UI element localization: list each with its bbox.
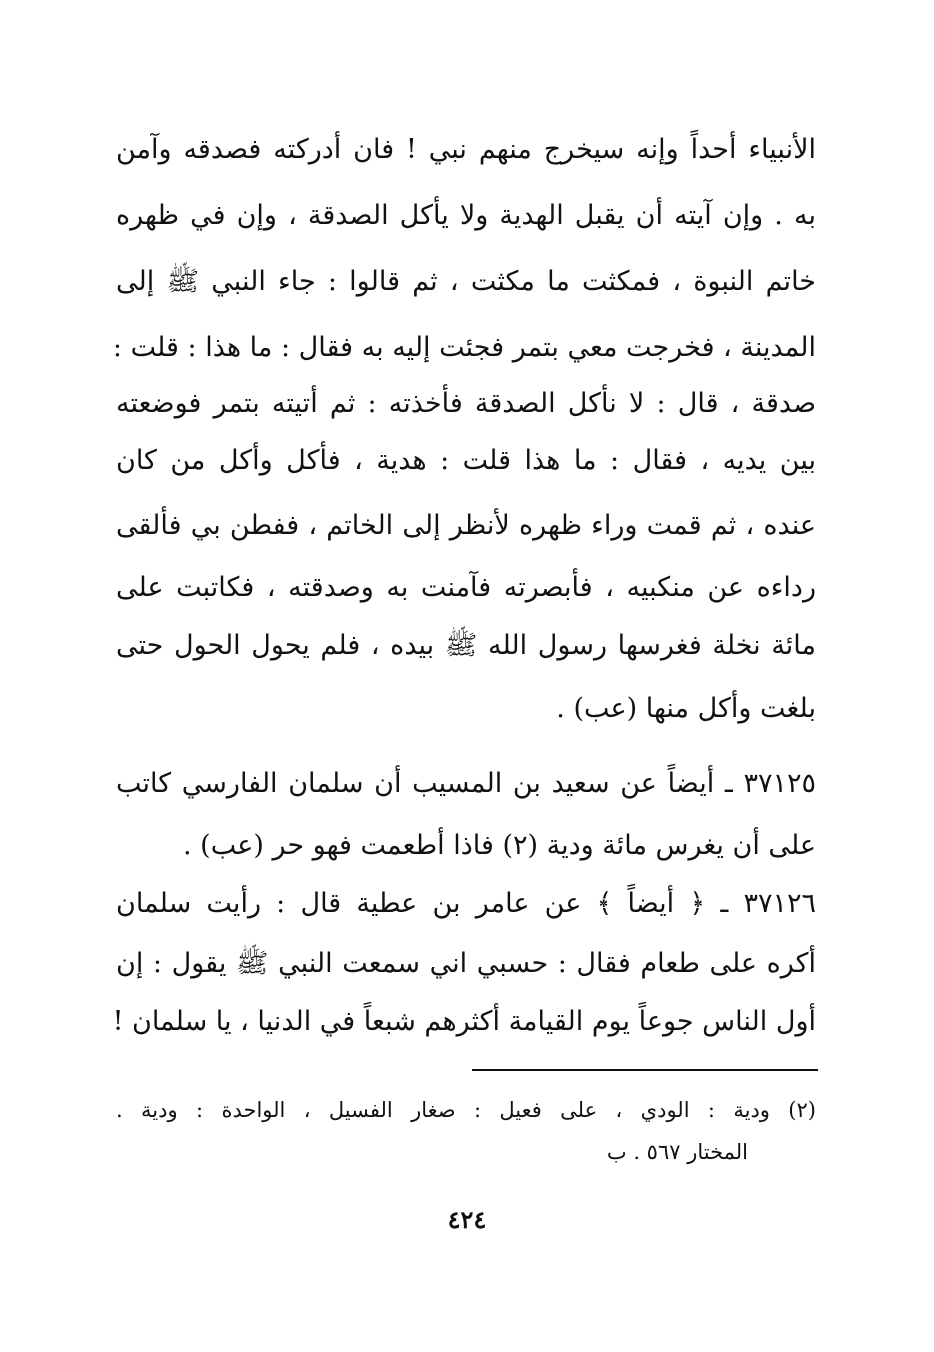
hadith-37126-line: أول الناس جوعاً يوم القيامة أكثرهم شبعاً في الدنيا ، يا سلمان ! [112,1006,816,1037]
body-line: المدينة ، فخرجت معي بتمر فجئت إليه به فقال : ما هذا : قلت : [112,332,816,363]
footnote-line: (٢) ودية : الودي ، على فعيل : صغار الفسيل ، الواحدة : ودية . [116,1098,816,1122]
hadith-37126-line: ٣٧١٢٦ ـ ﴿ أيضاً ﴾ عن عامر بن عطية قال : رأيت سلمان [116,888,816,919]
body-line: بين يديه ، فقال : ما هذا قلت : هدية ، فأكل وأكل من كان [116,445,816,476]
body-line: الأنبياء أحداً وإنه سيخرج منهم نبي ! فان أدركته فصدقه وآمن [116,134,816,165]
hadith-37125-line: ٣٧١٢٥ ـ أيضاً عن سعيد بن المسيب أن سلمان الفارسي كاتب [116,768,816,799]
body-line: صدقة ، قال : لا نأكل الصدقة فأخذته : ثم أتيته بتمر فوضعته [116,388,816,419]
hadith-37125-line: على أن يغرس مائة ودية (٢) فاذا أطعمت فهو حر (عب) . [183,830,816,861]
body-line: مائة نخلة فغرسها رسول الله ﷺ بيده ، فلم يحول الحول حتى [116,630,816,661]
body-line: بلغت وأكل منها (عب) . [556,693,816,724]
footnote-separator [472,1069,818,1071]
body-line: خاتم النبوة ، فمكثت ما مكثت ، ثم قالوا : جاء النبي ﷺ إلى [116,266,816,297]
body-line: به . وإن آيته أن يقبل الهدية ولا يأكل الصدقة ، وإن في ظهره [116,200,816,231]
page-number: ٤٢٤ [447,1205,487,1234]
body-line: عنده ، ثم قمت وراء ظهره لأنظر إلى الخاتم ، ففطن بي فألقى [116,510,816,541]
footnote-line: المختار ٥٦٧ . ب [606,1140,748,1164]
body-line: رداءه عن منكبيه ، فأبصرته فآمنت به وصدقته ، فكاتبت على [116,572,816,603]
hadith-37126-line: أكره على طعام فقال : حسبي اني سمعت النبي ﷺ يقول : إن [116,948,816,979]
